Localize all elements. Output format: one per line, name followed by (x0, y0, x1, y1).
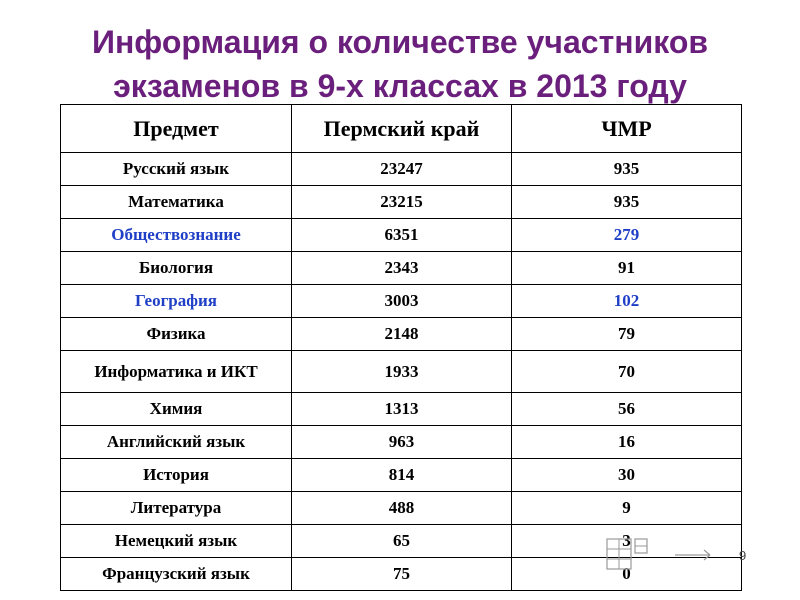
perm-krai-cell: 2148 (292, 318, 512, 351)
subject-cell: Физика (61, 318, 292, 351)
table-body (61, 153, 742, 591)
subject-cell: Информатика и ИКТ (61, 351, 292, 393)
table-row (61, 459, 742, 492)
subject-cell: Биология (61, 252, 292, 285)
subject-cell: Обществознание (61, 219, 292, 252)
subject-cell: Английский язык (61, 426, 292, 459)
chmr-cell: 935 (512, 153, 742, 186)
perm-krai-cell: 814 (292, 459, 512, 492)
chmr-cell: 935 (512, 186, 742, 219)
perm-krai-cell: 488 (292, 492, 512, 525)
page-number: 9 (739, 548, 747, 563)
table-row (61, 492, 742, 525)
perm-krai-cell: 1933 (292, 351, 512, 393)
table-row (61, 393, 742, 426)
perm-krai-cell: 65 (292, 525, 512, 558)
table-row (61, 351, 742, 393)
table-header-row (61, 105, 742, 153)
chmr-cell: 91 (512, 252, 742, 285)
chmr-cell: 3 (512, 525, 742, 558)
spreadsheet-icon (605, 535, 715, 575)
page-title (0, 20, 800, 108)
column-header-subject: Предмет (61, 105, 292, 153)
table-row (61, 219, 742, 252)
table-row (61, 318, 742, 351)
chmr-cell: 102 (512, 285, 742, 318)
table-row (61, 186, 742, 219)
perm-krai-cell: 23215 (292, 186, 512, 219)
chmr-cell: 79 (512, 318, 742, 351)
participants-table (60, 104, 742, 591)
perm-krai-cell: 1313 (292, 393, 512, 426)
table-row (61, 285, 742, 318)
perm-krai-cell: 2343 (292, 252, 512, 285)
chmr-cell: 0 (512, 558, 742, 591)
subject-cell: Русский язык (61, 153, 292, 186)
subject-cell: Немецкий язык (61, 525, 292, 558)
table-row (61, 153, 742, 186)
subject-cell: Французский язык (61, 558, 292, 591)
table-row (61, 252, 742, 285)
column-header-chmr: ЧМР (512, 105, 742, 153)
subject-cell: Математика (61, 186, 292, 219)
subject-cell: География (61, 285, 292, 318)
subject-cell: Химия (61, 393, 292, 426)
chmr-cell: 56 (512, 393, 742, 426)
perm-krai-cell: 963 (292, 426, 512, 459)
chmr-cell: 9 (512, 492, 742, 525)
title-line-2: экзаменов в 9-х классах в 2013 году (113, 68, 687, 104)
subject-cell: Литература (61, 492, 292, 525)
column-header-perm-krai: Пермский край (292, 105, 512, 153)
perm-krai-cell: 3003 (292, 285, 512, 318)
perm-krai-cell: 6351 (292, 219, 512, 252)
title-line-1: Информация о количестве участников (91, 24, 709, 60)
table-row (61, 426, 742, 459)
perm-krai-cell: 75 (292, 558, 512, 591)
chmr-cell: 16 (512, 426, 742, 459)
chmr-cell: 279 (512, 219, 742, 252)
chmr-cell: 30 (512, 459, 742, 492)
chmr-cell: 70 (512, 351, 742, 393)
perm-krai-cell: 23247 (292, 153, 512, 186)
subject-cell: История (61, 459, 292, 492)
